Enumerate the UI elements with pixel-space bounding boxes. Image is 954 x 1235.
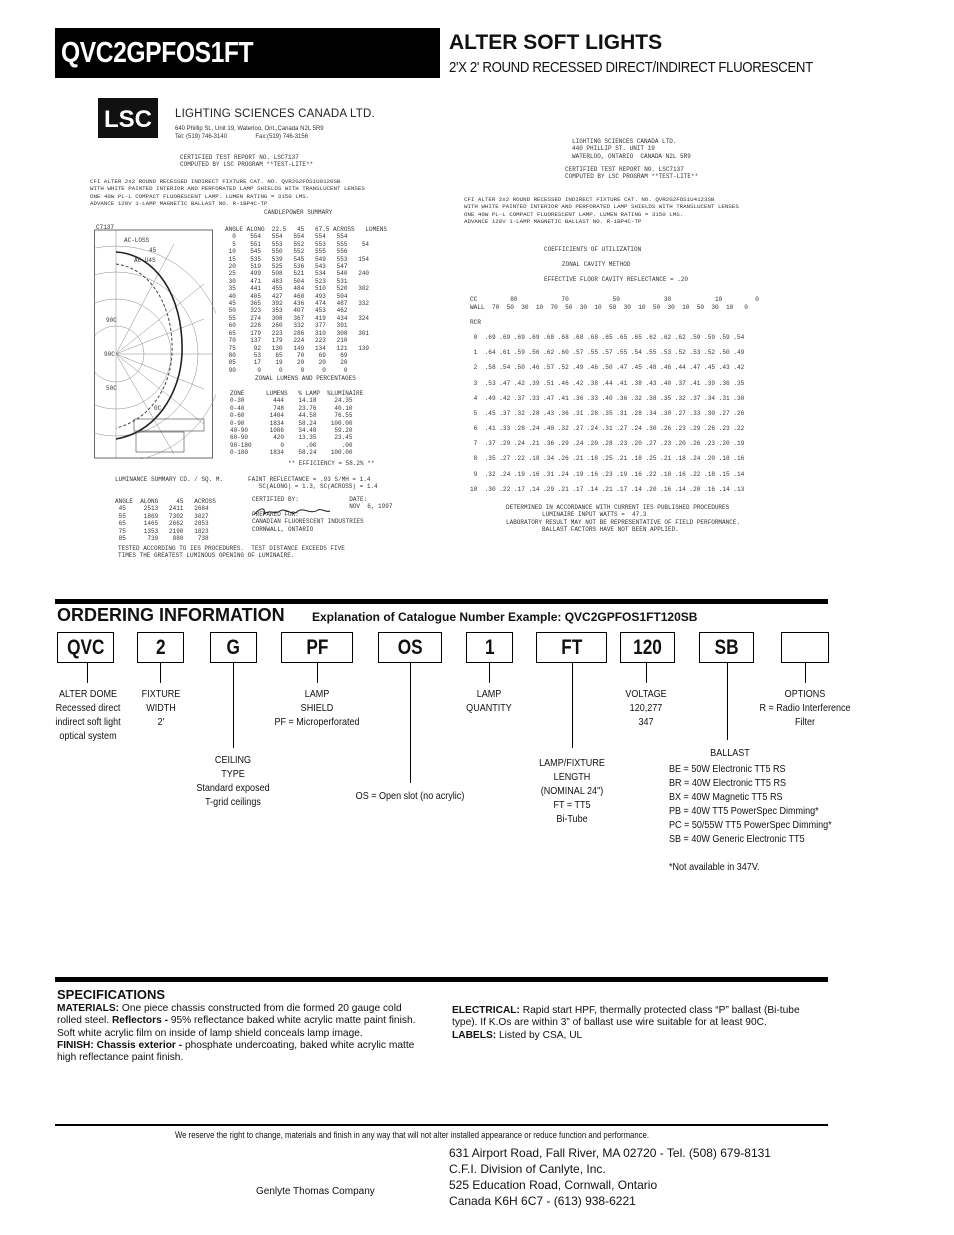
right-footer: DETERMINED IN ACCORDANCE WITH CURRENT IES PUBLISHED PROCEDURES LUMINAIRE INPUT WATTS = 47.3 LABORATORY RESULT MAY NOT BE REPRESENTATIVE OF FIELD PERFORMANCE. BALLAST FACTORS HAVE NOT BEEN APPLIED. bbox=[506, 504, 741, 534]
code-box-dome: QVC bbox=[57, 632, 114, 663]
specifications-right: ELECTRICAL: Rapid start HPF, thermally protected class “P” ballast (Bi-tube type). If K.Os are within 3” of ballast use wire suitable for at least 90C. LABELS: Listed by CSA, UL bbox=[452, 1005, 800, 1041]
left-desc-lines: CFI ALTER 2x2 ROUND RECESSED INDIRECT FIXTURE CAT. NO. QVR2G2FOS1U0120SB WITH WHITE PAINTED INTERIOR AND PERFORATED LAMP SHIELDS WITH TRANSLUCENT LENSES ONE 40W PL-L COMPACT FLUORESCENT LAMP. LUMEN RATING = 3150 LMS. ADVANCE 120V 1-LAMP MAGNETIC BALLAST NO. R-1BP4C-TP bbox=[90, 178, 365, 208]
graph-label: 50C bbox=[106, 385, 117, 392]
left-cert-lines: CERTIFIED TEST REPORT NO. LSC7137 COMPUTED BY LSC PROGRAM **TEST-LITE** bbox=[180, 154, 314, 169]
label-shield: LAMP SHIELD PF = Microperforated bbox=[274, 688, 360, 728]
connector-line bbox=[410, 663, 411, 783]
label-ballast-options: BE = 50W Electronic TT5 RS BR = 40W Electronic TT5 RS BX = 40W Magnetic TT5 RS PB = 40W TT5 PowerSpec Dimming* PC = 50/55W TT5 PowerSpec Dimming* SB = 40W Generic Electronic TT5 *Not available in 347V. bbox=[669, 763, 832, 873]
label-length: LAMP/FIXTURE LENGTH (NOMINAL 24") FT = TT5 Bi-Tube bbox=[539, 757, 605, 825]
cu-table: CC 80 70 50 30 10 0 WALL 70 50 30 10 70 50 30 10 50 30 10 50 30 10 50 30 10 0 RCR 0 .69 .69 .69 .69 .68 .68 .68 .68 .65 .65 .65 .62 .62 .62 .59 .59 .59 .54 1 .64 .61 .59 .56 .62 .60 .57 .55 .57 .55 .54 .55 .53 .52 .53 .52 .50 .49 2 .58 .54 .50 .46 .57 .52 .49 .46 .50 .47 .45 .48 .46 .44 .47 .45 .43 .42 3 .53 .47 .42 .39 .51 .46 .42 .38 .44 .41 .38 .43 .40 .37 .41 .39 .36 .35 4 .49 .42 .37 .33 .47 .41 .36 .33 .40 .36 .32 .38 .35 .32 .37 .34 .31 .30 5 .45 .37 .32 .28 .43 .36 .31 .28 .35 .31 .28 .34 .30 .27 .33 .30 .27 .26 6 .41 .33 .28 .24 .40 .32 .27 .24 .31 .27 .24 .30 .26 .23 .29 .26 .23 .22 7 .37 .29 .24 .21 .36 .29 .24 .20 .28 .23 .20 .27 .23 .20 .26 .23 .20 .19 8 .35 .27 .22 .18 .34 .26 .21 .18 .25 .21 .18 .25 .21 .18 .24 .20 .18 .16 9 .32 .24 .19 .16 .31 .24 .19 .16 .23 .19 .16 .22 .18 .16 .22 .18 .15 .14 10 .30 .22 .17 .14 .29 .21 .17 .14 .21 .17 .14 .20 .16 .14 .20 .16 .14 .13 bbox=[470, 296, 759, 493]
connector-line bbox=[233, 663, 234, 748]
code-box-voltage: 120 bbox=[620, 632, 675, 663]
svg-text:LSC: LSC bbox=[104, 106, 152, 133]
footer-company: Genlyte Thomas Company bbox=[256, 1186, 375, 1197]
connector-line bbox=[317, 663, 318, 683]
connector-line bbox=[572, 663, 573, 748]
certified-block: CERTIFIED BY: DATE: NOV 6, 1997 PREPARED FOR: CANADIAN FLUORESCENT INDUSTRIES CORNWALL, ONTARIO bbox=[252, 496, 393, 533]
label-quantity: LAMP QUANTITY bbox=[466, 688, 512, 714]
tested-note: TESTED ACCORDING TO IES PROCEDURES. TEST DISTANCE EXCEEDS FIVE TIMES THE GREATEST LUMINOUS OPENING OF LUMINAIRE. bbox=[118, 545, 345, 560]
label-voltage: VOLTAGE 120,277 347 bbox=[625, 688, 667, 728]
connector-line bbox=[646, 663, 647, 683]
ordering-title: ORDERING INFORMATION bbox=[57, 605, 285, 625]
signature bbox=[252, 505, 332, 524]
connector-line bbox=[489, 663, 490, 683]
zonal-title: ZONAL LUMENS AND PERCENTAGES bbox=[255, 375, 356, 382]
label-dome: ALTER DOME Recessed direct indirect soft light optical system bbox=[55, 688, 121, 742]
code-box-options bbox=[781, 632, 829, 663]
graph-label: 90C bbox=[106, 317, 117, 324]
connector-line bbox=[727, 663, 728, 740]
candlepower-summary-title: CANDLEPOWER SUMMARY bbox=[264, 209, 333, 216]
code-box-shield: PF bbox=[281, 632, 353, 663]
product-title: ALTER SOFT LIGHTS bbox=[449, 31, 663, 54]
catalog-code: QVC2GPFOS1FT bbox=[61, 36, 254, 69]
specifications-left: MATERIALS: One piece chassis constructed from die formed 20 gauge cold rolled steel. Reflectors - 95% reflectance baked white acrylic matte paint finish. Soft white acrylic film on inside of lamp shield conceals lamp image. FINISH: Chassis exterior - phosphate undercoating, baked white acrylic matte high reflectance paint finish. bbox=[57, 1003, 416, 1064]
lsc-company-name: LIGHTING SCIENCES CANADA LTD. bbox=[175, 108, 375, 120]
ordering-explanation: Explanation of Catalogue Number Example: QVC2GPFOS1FT120SB bbox=[312, 610, 698, 624]
code-box-length: FT bbox=[536, 632, 607, 663]
right-desc: CFI ALTER 2x2 ROUND RECESSED INDIRECT FIXTURE CAT. NO. QVR2G2FOS1U4123SB WITH WHITE PAINTED INTERIOR AND PERFORATED LAMP SHIELDS WITH TRANSLUCENT LENSES ONE 40W PL-L COMPACT FLUORESCENT LAMP. LUMEN RATING = 3150 LMS. ADVANCE 120V 1-LAMP MAGNETIC BALLAST NO. R-1BP4C-TP bbox=[464, 196, 739, 226]
specifications-rule bbox=[55, 977, 828, 982]
label-ballast-title: BALLAST bbox=[710, 747, 750, 759]
code-box-ceiling: G bbox=[210, 632, 257, 663]
luminance-table: ANGLE ALONG 45 ACROSS 45 2513 2411 2684 55 1869 7302 3027 65 1465 2662 2853 75 1353 2190 1823 85 739 880 738 bbox=[115, 498, 216, 543]
specifications-title: SPECIFICATIONS bbox=[57, 987, 166, 1002]
footer-disclaimer: We reserve the right to change, materials and finish in any way that will not alter installed appearance or reduce function and performance. bbox=[175, 1130, 649, 1140]
code-box-width: 2 bbox=[137, 632, 184, 663]
graph-label: AC-LOSS bbox=[124, 237, 150, 244]
lsc-logo bbox=[98, 98, 158, 138]
lsc-address: 640 Phillip St., Unit 19, Waterloo, Ont.,Canada N2L 5R9 Tel: (519) 746-3140 Fax:(519) 746-3156 bbox=[175, 126, 324, 140]
connector-line bbox=[87, 663, 88, 683]
connector-line bbox=[805, 663, 806, 683]
graph-label: 45 bbox=[149, 247, 157, 254]
candlepower-table: ANGLE ALONG 22.5 45 67.5 ACROSS LUMENS 0 554 554 554 554 554 5 551 553 552 553 555 54 10 545 550 552 555 556 15 535 539 545 549 553 154 20 519 525 536 543 547 25 499 508 521 534 540 240 30 471 483 504 523 531 35 441 455 484 510 520 302 40 405 427 460 493 504 45 365 392 436 474 487 332 50 323 353 407 453 462 55 274 308 367 419 434 324 60 226 260 332 377 391 65 179 223 286 310 308 301 70 137 179 224 223 210 75 92 130 149 134 121 139 80 53 65 70 69 69 85 17 19 20 20 20 90 0 0 0 0 0 bbox=[225, 226, 388, 374]
catalog-code-banner bbox=[55, 28, 440, 78]
cu-title: COEFFICIENTS OF UTILIZATION ZONAL CAVITY METHOD EFFECTIVE FLOOR CAVITY REFLECTANCE = .20 bbox=[544, 246, 689, 283]
reflectance-note: FAINT REFLECTANCE = .93 S/MH = 1.4 SC(ALONG) = 1.3, SC(ACROSS) = 1.4 bbox=[248, 476, 378, 491]
graph-label: C7137 bbox=[96, 224, 115, 231]
efficiency: ** EFFICIENCY = 58.2% ** bbox=[288, 460, 375, 467]
label-options: OPTIONS R = Radio Interference Filter bbox=[759, 688, 851, 728]
graph-label: 90C bbox=[104, 351, 115, 358]
graph-label: 0C bbox=[154, 405, 162, 412]
label-ceiling: CEILING TYPE Standard exposed T-grid ceilings bbox=[196, 754, 270, 808]
ordering-rule bbox=[55, 599, 828, 604]
candlepower-polar-graph bbox=[94, 224, 216, 459]
graph-label: AC-U4S bbox=[134, 257, 156, 264]
code-box-os: OS bbox=[378, 632, 442, 663]
footer-address: 631 Airport Road, Fall River, MA 02720 - Tel. (508) 679-8131 C.F.I. Division of Canlyte, Inc. 525 Education Road, Cornwall, Ontario Canada K6H 6C7 - (613) 938-6221 bbox=[449, 1146, 771, 1208]
code-box-ballast: SB bbox=[699, 632, 754, 663]
label-open-slot: OS = Open slot (no acrylic) bbox=[355, 790, 465, 802]
label-width: FIXTURE WIDTH 2' bbox=[141, 688, 181, 728]
right-cert: CERTIFIED TEST REPORT NO. LSC7137 COMPUTED BY LSC PROGRAM **TEST-LITE** bbox=[565, 166, 699, 181]
zonal-table: ZONE LUMENS % LAMP %LUMINAIRE 0-30 444 14.18 24.35 0-40 748 23.76 40.10 0-60 1404 44.58 76.55 0-90 1834 58.24 100.00 40-90 1086 34.48 59.20 60-90 420 13.35 23.45 90-180 0 .00 .00 0-180 1834 58.24 100.00 bbox=[230, 390, 364, 457]
luminance-title: LUMINANCE SUMMARY CD. / SQ. M. bbox=[115, 476, 224, 483]
footer-rule bbox=[55, 1124, 828, 1126]
connector-line bbox=[160, 663, 161, 683]
code-box-quantity: 1 bbox=[466, 632, 513, 663]
product-subtitle: 2'X 2' ROUND RECESSED DIRECT/INDIRECT FLUORESCENT bbox=[449, 59, 813, 76]
right-heading: LIGHTING SCIENCES CANADA LTD. 440 PHILLIP ST. UNIT 19 WATERLOO, ONTARIO CANADA N2L 5R9 bbox=[572, 138, 691, 160]
